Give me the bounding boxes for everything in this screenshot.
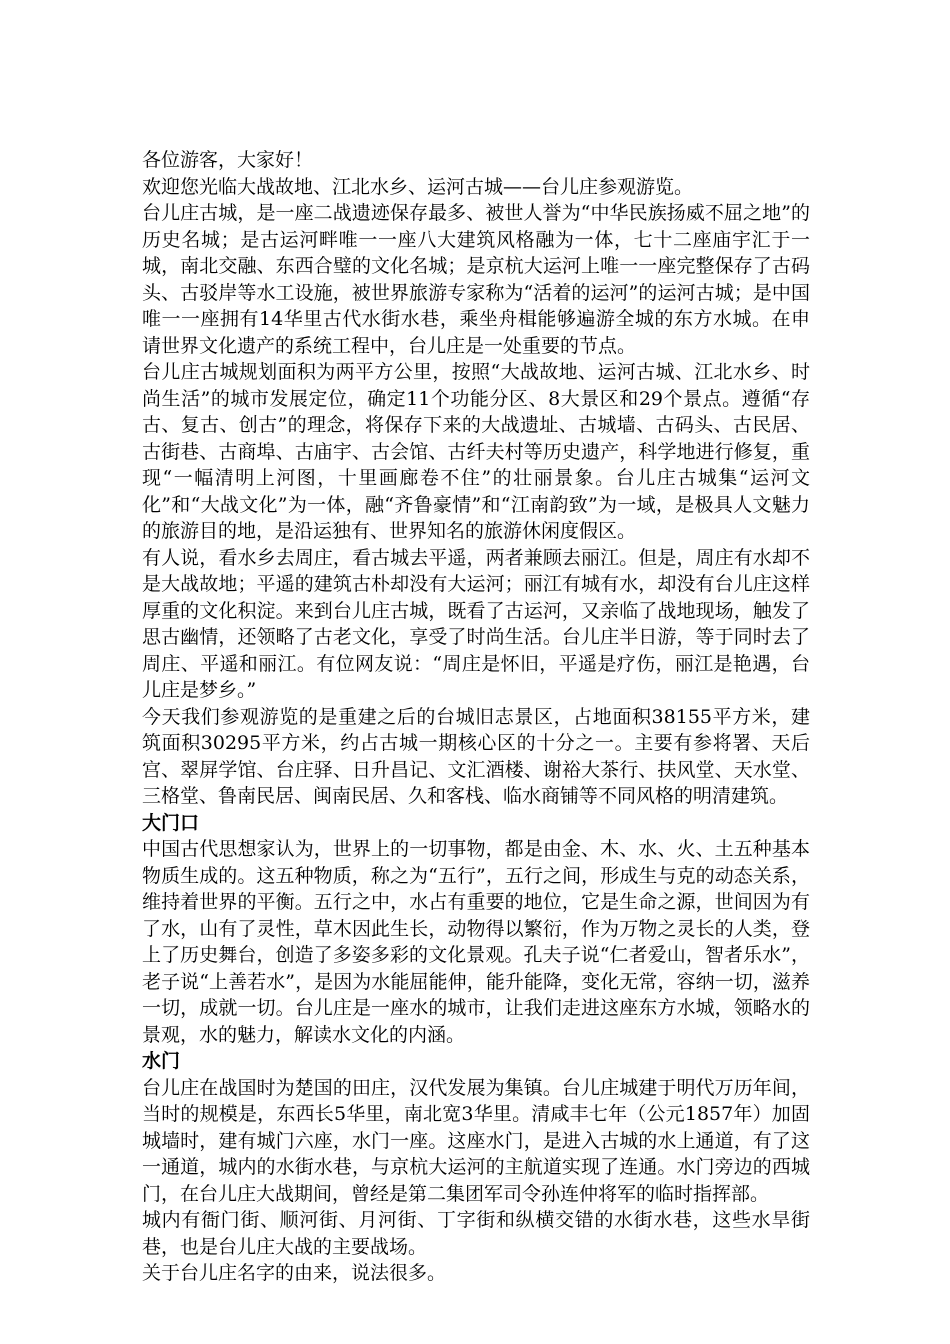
document-page [142, 147, 810, 1287]
welcome-paragraph: 欢迎您光临大战故地、江北水乡、运河古城——台儿庄参观游览。 [142, 175, 694, 198]
intro-paragraph-2: 台儿庄古城规划面积为两平方公里，按照“大战故地、运河古城、江北水乡、时尚生活”的城市发展定位，确定11个功能分区、8大景区和29个景点。遵循“存古、复古、创古”的理念，将保存下来的大战遗址、古城墙、古码头、古民居、古街巷、古商埠、古庙宇、古会馆、古纤夫村等历史遗产，科学地进行修复，重现“一幅清明上河图，十里画廊卷不住”的壮丽景象。台儿庄古城集“运河文化”和“大战文化”为一体，融“齐鲁豪情”和“江南韵致”为一域，是极具人文魅力的旅游目的地，是沿运独有、世界知名的旅游休闲度假区。 [142, 361, 810, 542]
water-gate-paragraph-3: 关于台儿庄名字的由来，说法很多。 [142, 1262, 447, 1284]
section-heading-water-gate: 水门 [142, 1050, 181, 1072]
water-gate-paragraph-2: 城内有衙门街、顺河街、月河街、丁字街和纵横交错的水街水巷，这些水旱街巷，也是台儿庄大战的主要战场。 [142, 1209, 810, 1258]
intro-paragraph-3: 有人说，看水乡去周庄，看古城去平遥，两者兼顾去丽江。但是，周庄有水却不是大战故地；平遥的建筑古朴却没有大运河；丽江有城有水，却没有台儿庄这样厚重的文化积淀。来到台儿庄古城，既看了古运河，又亲临了战地现场，触发了思古幽情，还领略了古老文化，享受了时尚生活。台儿庄半日游，等于同时去了周庄、平遥和丽江。有位网友说：“周庄是怀旧，平遥是疗伤，丽江是艳遇，台儿庄是梦乡。” [142, 546, 810, 701]
gate-paragraph: 中国古代思想家认为，世界上的一切事物，都是由金、木、水、火、土五种基本物质生成的。这五种物质，称之为“五行”，五行之间，形成生与克的动态关系，维持着世界的平衡。五行之中，水占有重要的地位，它是生命之源，世间因为有了水，山有了灵性，草木因此生长，动物得以繁衍，作为万物之灵长的人类，登上了历史舞台，创造了多姿多彩的文化景观。孔夫子说“仁者爱山，智者乐水”，老子说“上善若水”，是因为水能屈能伸，能升能降，变化无常，容纳一切，滋养一切，成就一切。台儿庄是一座水的城市，让我们走进这座东方水城，领略水的景观，水的魅力，解读水文化的内涵。 [142, 838, 810, 1046]
section-heading-gate: 大门口 [142, 811, 200, 834]
water-gate-paragraph-1: 台儿庄在战国时为楚国的田庄，汉代发展为集镇。台儿庄城建于明代万历年间，当时的规模是，东西长5华里，南北宽3华里。清咸丰七年（公元1857年）加固城墙时，建有城门六座，水门一座。这座水门，是进入古城的水上通道，有了这一通道，城内的水街水巷，与京杭大运河的主航道实现了连通。水门旁边的西城门，在台儿庄大战期间，曾经是第二集团军司令孙连仲将军的临时指挥部。 [142, 1076, 810, 1205]
intro-paragraph-4: 今天我们参观游览的是重建之后的台城旧志景区，占地面积38155平方米，建筑面积30295平方米，约占古城一期核心区的十分之一。主要有参将署、天后宫、翠屏学馆、台庄驿、日升昌记、文汇酒楼、谢裕大茶行、扶风堂、天水堂、三格堂、鲁南民居、闽南民居、久和客栈、临水商铺等不同风格的明清建筑。 [142, 705, 810, 807]
greeting-paragraph: 各位游客，大家好！ [142, 149, 314, 171]
intro-paragraph-1: 台儿庄古城，是一座二战遗迹保存最多、被世人誉为“中华民族扬威不屈之地”的历史名城；是古运河畔唯一一座八大建筑风格融为一体，七十二座庙宇汇于一城，南北交融、东西合璧的文化名城；是京杭大运河上唯一一座完整保存了古码头、古驳岸等水工设施，被世界旅游专家称为“活着的运河”的运河古城；是中国唯一一座拥有14华里古代水街水巷，乘坐舟楫能够遍游全城的东方水城。在申请世界文化遗产的系统工程中，台儿庄是一处重要的节点。 [142, 202, 810, 357]
